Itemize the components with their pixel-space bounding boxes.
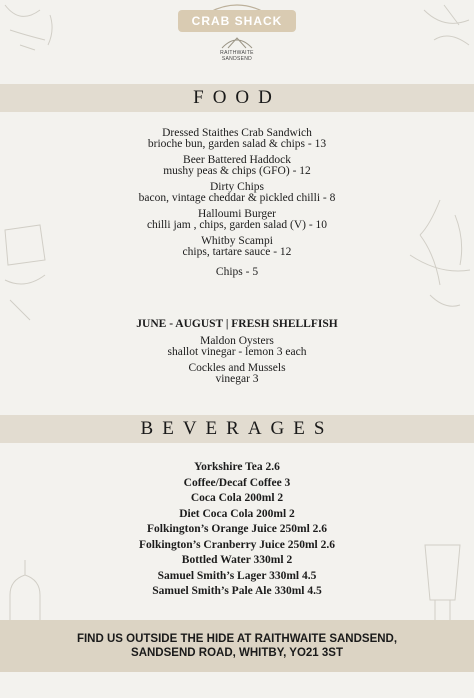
food-item [0,267,474,278]
food-item-desc: chips, tartare sauce - 12 [182,245,292,258]
logo-subtitle: RAITHWAITE SANDSEND [220,50,254,62]
beverage-item: Samuel Smith’s Pale Ale 330ml 4.5 [152,585,322,597]
beverage-item: Coffee/Decaf Coffee 3 [183,476,291,489]
food-item-name: Chips - 5 [215,266,259,278]
beverage-item: Yorkshire Tea 2.6 [194,461,280,473]
shellfish-item-name: Maldon Oysters [200,335,274,347]
beverage-item: Samuel Smith’s Lager 330ml 4.5 [157,569,317,582]
food-item-desc: brioche bun, garden salad & chips - 13 [147,137,327,150]
food-heading-band [0,84,474,112]
beverage-item: Bottled Water 330ml 2 [181,554,293,566]
food-item [0,209,474,230]
food-item-name: Dirty Chips [210,181,264,193]
footer-line-1: FIND US OUTSIDE THE HIDE AT RAITHWAITE SANDSEND, [76,633,398,645]
shellfish-item-desc: vinegar 3 [215,372,259,385]
footer-line-2: SANDSEND ROAD, WHITBY, YO21 3ST [131,647,343,659]
beverage-item: Folkington’s Cranberry Juice 250ml 2.6 [138,538,336,551]
food-item-desc: mushy peas & chips (GFO) - 12 [163,164,311,177]
food-item-name: Whitby Scampi [201,235,273,247]
beverages-heading: BEVERAGES [140,418,334,439]
beverage-item: Diet Coca Cola 200ml 2 [179,507,295,520]
crab-sketch-icon [0,0,60,60]
beverages-list [0,460,474,600]
food-heading: FOOD [193,87,281,108]
food-item-name: Dressed Staithes Crab Sandwich [162,127,312,139]
food-item [0,128,474,149]
food-item [0,155,474,176]
food-item [0,182,474,203]
logo-title: CRAB SHACK [178,10,296,32]
shellfish-heading: JUNE - AUGUST | FRESH SHELLFISH [136,318,338,330]
food-item [0,236,474,257]
food-item-desc: chilli jam , chips, garden salad (V) - 10 [146,218,328,231]
food-list [0,128,474,278]
logo-claws-icon [220,32,254,50]
food-item-name: Beer Battered Haddock [183,154,291,166]
crab-shack-logo [172,0,302,70]
food-item-desc: bacon, vintage cheddar & pickled chilli - 8 [138,191,336,204]
lobster-sketch-icon [414,0,474,60]
beverage-item: Coca Cola 200ml 2 [190,492,284,504]
beverage-item: Folkington’s Orange Juice 250ml 2.6 [146,523,328,535]
food-item-name: Halloumi Burger [197,208,277,220]
shellfish-item [0,336,474,357]
beverages-heading-band [0,415,474,443]
shellfish-list [0,318,474,384]
shellfish-item-name: Cockles and Mussels [188,362,286,374]
shellfish-item [0,363,474,384]
shellfish-item-desc: shallot vinegar - lemon 3 each [167,345,307,358]
location-footer [0,620,474,672]
